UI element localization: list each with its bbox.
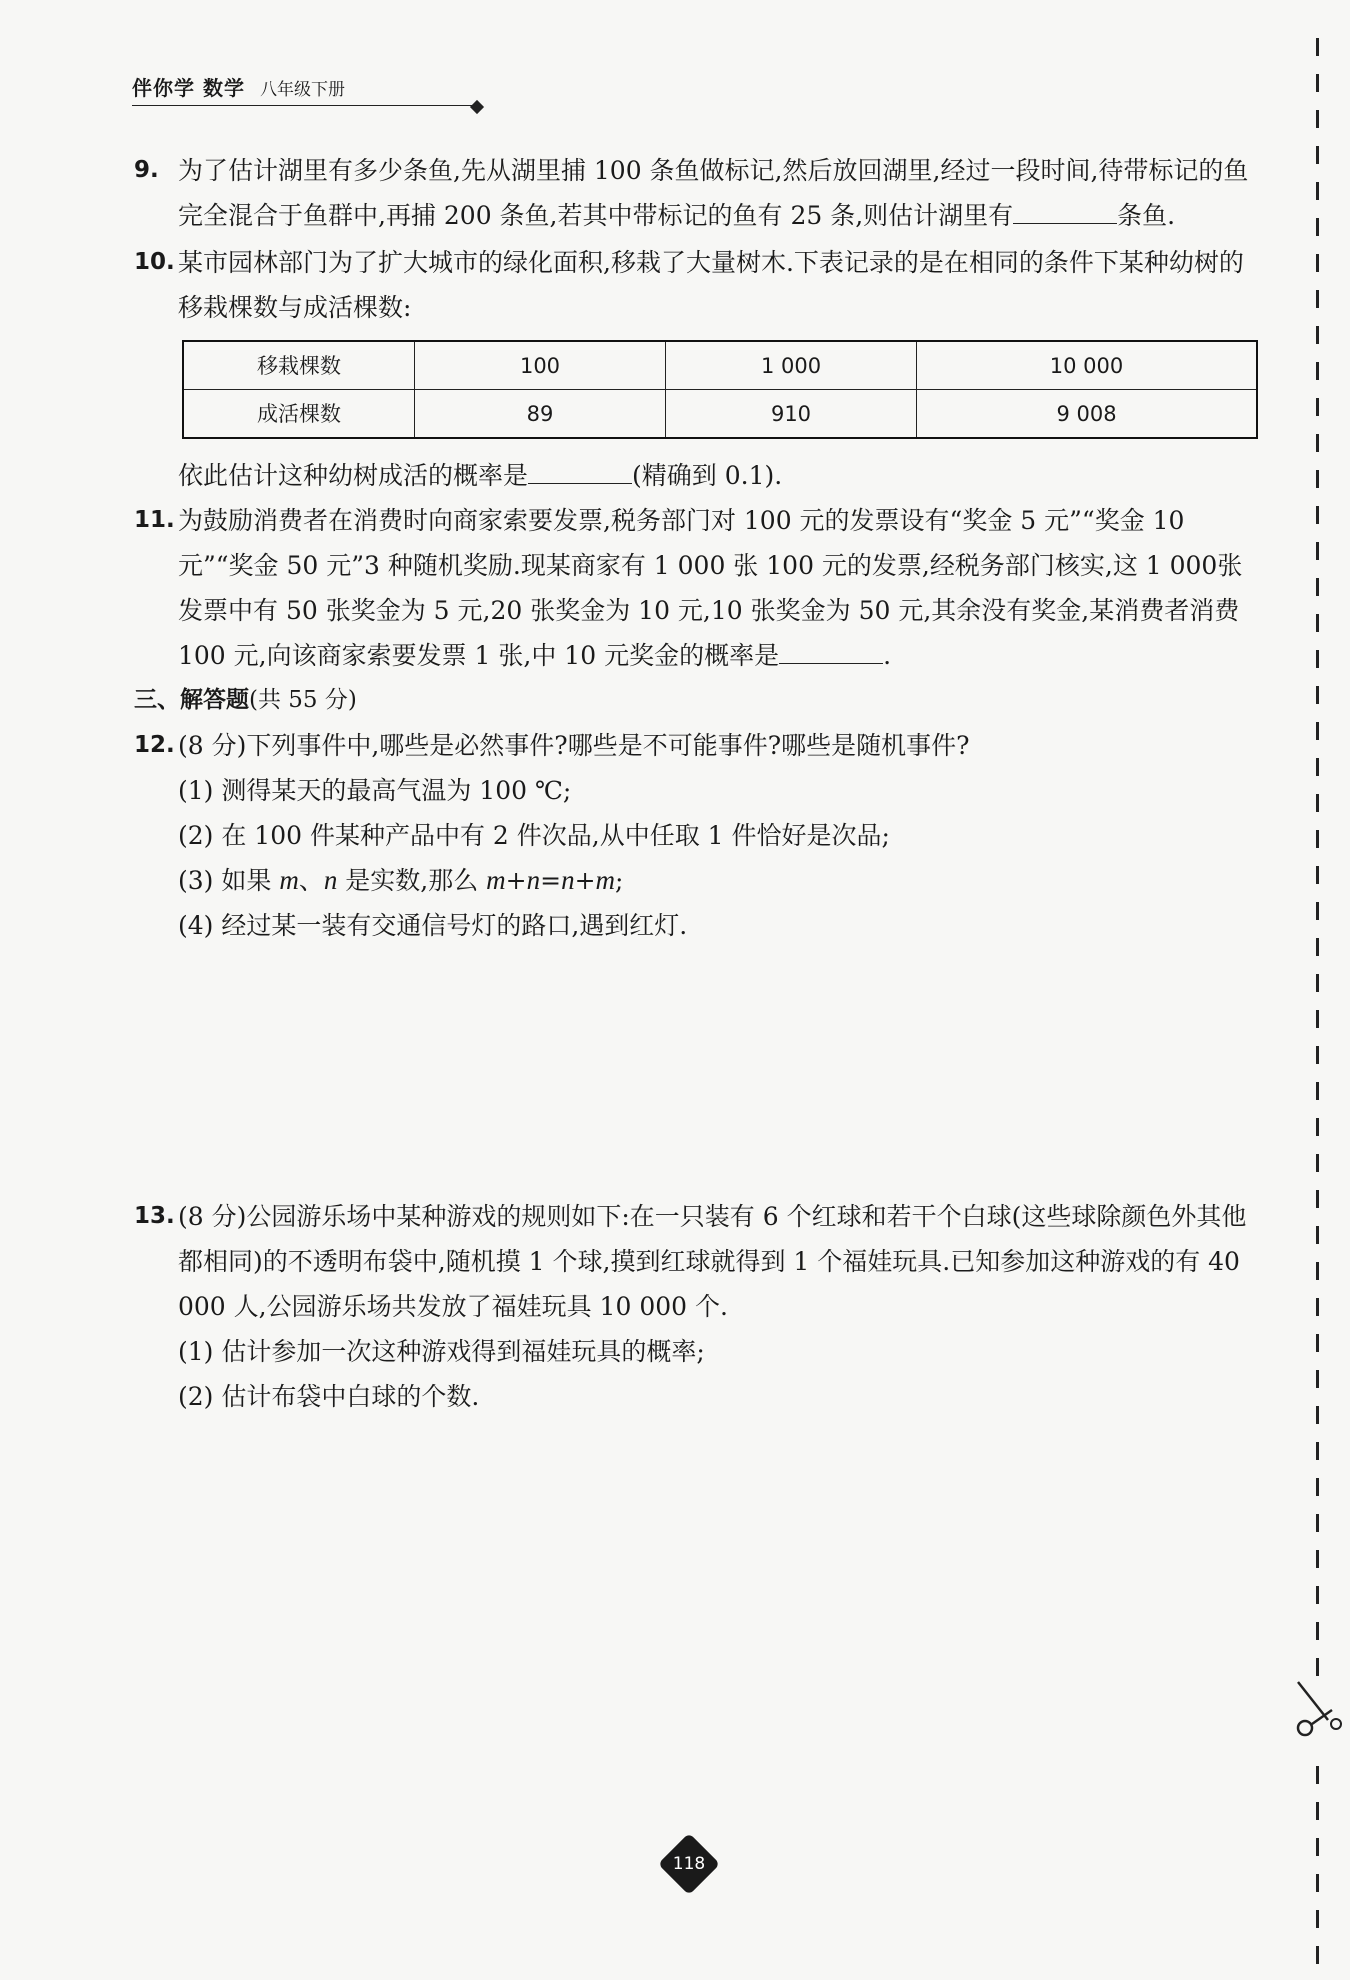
- table-cell: 成活棵数: [183, 390, 415, 439]
- sub-question-1: (1) 估计参加一次这种游戏得到福娃玩具的概率;: [178, 1337, 705, 1366]
- page-header: [132, 72, 482, 106]
- text-part: 是实数,那么: [337, 866, 487, 895]
- cut-line-dash: [1316, 1370, 1319, 1388]
- question-text-end: 条鱼.: [1117, 201, 1176, 230]
- table-cell: 89: [415, 390, 666, 439]
- cut-line-dash: [1316, 1262, 1319, 1280]
- cut-line-dash: [1316, 1298, 1319, 1316]
- question-9: [134, 148, 1256, 238]
- operator: =: [540, 866, 562, 895]
- cut-line-dash: [1316, 650, 1319, 668]
- question-text-end: .: [883, 641, 892, 670]
- cut-line-dash: [1316, 830, 1319, 848]
- text-part: (3) 如果: [178, 866, 280, 895]
- cut-line-dash: [1316, 470, 1319, 488]
- question-number: 12.: [134, 732, 175, 758]
- text-part: 、: [298, 866, 324, 895]
- table-row: [183, 390, 1257, 439]
- cut-line-dash: [1316, 866, 1319, 884]
- variable-n: n: [323, 865, 338, 895]
- question-13: [134, 1194, 1256, 1329]
- cut-line-dash: [1316, 542, 1319, 560]
- cut-line-dash: [1316, 326, 1319, 344]
- question-text: 某市园林部门为了扩大城市的绿化面积,移栽了大量树木.下表记录的是在相同的条件下某种幼树的移栽棵数与成活棵数:: [178, 248, 1244, 322]
- cut-line-dash: [1316, 1478, 1319, 1496]
- cut-line-dash: [1316, 74, 1319, 92]
- cut-line-dash: [1316, 38, 1319, 56]
- sub-question-2: (2) 在 100 件某种产品中有 2 件次品,从中任取 1 件恰好是次品;: [178, 821, 890, 850]
- cut-line-dash: [1316, 1802, 1319, 1820]
- cut-line-dash: [1316, 1586, 1319, 1604]
- operator: +: [574, 866, 596, 895]
- question-11: [134, 498, 1256, 678]
- sub-question-2: (2) 估计布袋中白球的个数.: [178, 1382, 480, 1411]
- cut-line-dash: [1316, 974, 1319, 992]
- cut-line-dash: [1316, 1910, 1319, 1928]
- question-number: 11.: [134, 507, 175, 533]
- scissors-icon: [1292, 1680, 1344, 1738]
- question-10-followup: [134, 453, 1256, 498]
- question-text: 依此估计这种幼树成活的概率是: [178, 461, 529, 490]
- table-cell: 移栽棵数: [183, 341, 415, 390]
- table-cell: 9 008: [917, 390, 1258, 439]
- cut-line-dash: [1316, 290, 1319, 308]
- cut-line-dash: [1316, 362, 1319, 380]
- cut-line-dash: [1316, 578, 1319, 596]
- cut-line-dash: [1316, 1046, 1319, 1064]
- variable-n: n: [561, 865, 575, 895]
- cut-line-dash: [1316, 1154, 1319, 1172]
- book-grade: 八年级下册: [260, 80, 346, 100]
- question-text: 为鼓励消费者在消费时向商家索要发票,税务部门对 100 元的发票设有“奖金 5 元”“奖金 10 元”“奖金 50 元”3 种随机奖励.现某商家有 1 000 张 100 元的发票,经税务部门核实,这 1 000张发票中有 50 张奖金为 5 元,20 张奖金为 10 元,10 张奖金为 50 元,其余没有奖金,某消费者消费 100 元,向该商家索要发票 1 张,中 10 元奖金的概率是: [178, 506, 1243, 670]
- header-diamond-icon: [470, 100, 484, 114]
- question-text: 为了估计湖里有多少条鱼,先从湖里捕 100 条鱼做标记,然后放回湖里,经过一段时间,待带标记的鱼完全混合于鱼群中,再捕 200 条鱼,若其中带标记的鱼有 25 条,则估计湖里有: [178, 156, 1249, 230]
- question-12: [134, 723, 1256, 768]
- variable-m: m: [279, 865, 299, 895]
- cut-line-dash: [1316, 218, 1319, 236]
- sub-question-3: [134, 858, 1256, 903]
- table-cell: 10 000: [917, 341, 1258, 390]
- cut-line-dash: [1316, 1622, 1319, 1640]
- question-number: 10.: [134, 249, 175, 275]
- cut-line: [1316, 10, 1320, 1970]
- cut-line-dash: [1316, 1658, 1319, 1676]
- cut-line-dash: [1316, 1334, 1319, 1352]
- section-score: (共 55 分): [249, 687, 357, 713]
- cut-line-dash: [1316, 1514, 1319, 1532]
- table-cell: 910: [666, 390, 917, 439]
- answer-space[interactable]: [134, 948, 1256, 1194]
- cut-line-dash: [1316, 902, 1319, 920]
- sub-question-4: (4) 经过某一装有交通信号灯的路口,遇到红灯.: [178, 911, 688, 940]
- answer-blank[interactable]: [1013, 195, 1117, 224]
- sub-question-1: (1) 测得某天的最高气温为 100 ℃;: [178, 776, 572, 805]
- cut-line-dash: [1316, 1118, 1319, 1136]
- cut-line-dash: [1316, 398, 1319, 416]
- table-row: [183, 341, 1257, 390]
- cut-line-dash: [1316, 1406, 1319, 1424]
- cut-line-dash: [1316, 146, 1319, 164]
- cut-line-dash: [1316, 1838, 1319, 1856]
- header-rule: [132, 105, 472, 106]
- question-number: 13.: [134, 1203, 175, 1229]
- cut-line-dash: [1316, 1874, 1319, 1892]
- section-title: 三、解答题: [134, 687, 249, 713]
- variable-n: n: [526, 865, 541, 895]
- question-text-end: (精确到 0.1).: [632, 461, 783, 490]
- text-part: ;: [615, 866, 624, 895]
- cut-line-dash: [1316, 254, 1319, 272]
- cut-line-dash: [1316, 1550, 1319, 1568]
- answer-blank[interactable]: [528, 455, 632, 484]
- cut-line-dash: [1316, 1442, 1319, 1460]
- table-cell: 100: [415, 341, 666, 390]
- cut-line-dash: [1316, 1946, 1319, 1964]
- transplant-table: [182, 340, 1258, 439]
- cut-line-dash: [1316, 1010, 1319, 1028]
- cut-line-dash: [1316, 1766, 1319, 1784]
- cut-line-dash: [1316, 1082, 1319, 1100]
- cut-line-dash: [1316, 182, 1319, 200]
- cut-line-dash: [1316, 1190, 1319, 1208]
- table-cell: 1 000: [666, 341, 917, 390]
- cut-line-dash: [1316, 938, 1319, 956]
- page-number-badge: [667, 1842, 711, 1886]
- cut-line-dash: [1316, 434, 1319, 452]
- question-number: 9.: [134, 157, 159, 183]
- section-heading: [134, 678, 1256, 723]
- variable-m: m: [486, 865, 506, 895]
- operator: +: [505, 866, 527, 895]
- cut-line-dash: [1316, 722, 1319, 740]
- book-brand: 伴你学 数学: [132, 76, 245, 100]
- cut-line-dash: [1316, 506, 1319, 524]
- cut-line-dash: [1316, 686, 1319, 704]
- cut-line-dash: [1316, 1226, 1319, 1244]
- question-text: (8 分)下列事件中,哪些是必然事件?哪些是不可能事件?哪些是随机事件?: [178, 731, 970, 760]
- question-text: (8 分)公园游乐场中某种游戏的规则如下:在一只装有 6 个红球和若干个白球(这些球除颜色外其他都相同)的不透明布袋中,随机摸 1 个球,摸到红球就得到 1 个福娃玩具.已知参加这种游戏的有 40 000 人,公园游乐场共发放了福娃玩具 10 000 个.: [178, 1202, 1247, 1321]
- cut-line-dash: [1316, 614, 1319, 632]
- cut-line-dash: [1316, 110, 1319, 128]
- cut-line-dash: [1316, 794, 1319, 812]
- variable-m: m: [595, 865, 616, 895]
- page-number: 118: [672, 1854, 706, 1874]
- cut-line-dash: [1316, 758, 1319, 776]
- question-10: [134, 240, 1256, 330]
- answer-blank[interactable]: [779, 635, 883, 664]
- page-content: [134, 148, 1256, 1419]
